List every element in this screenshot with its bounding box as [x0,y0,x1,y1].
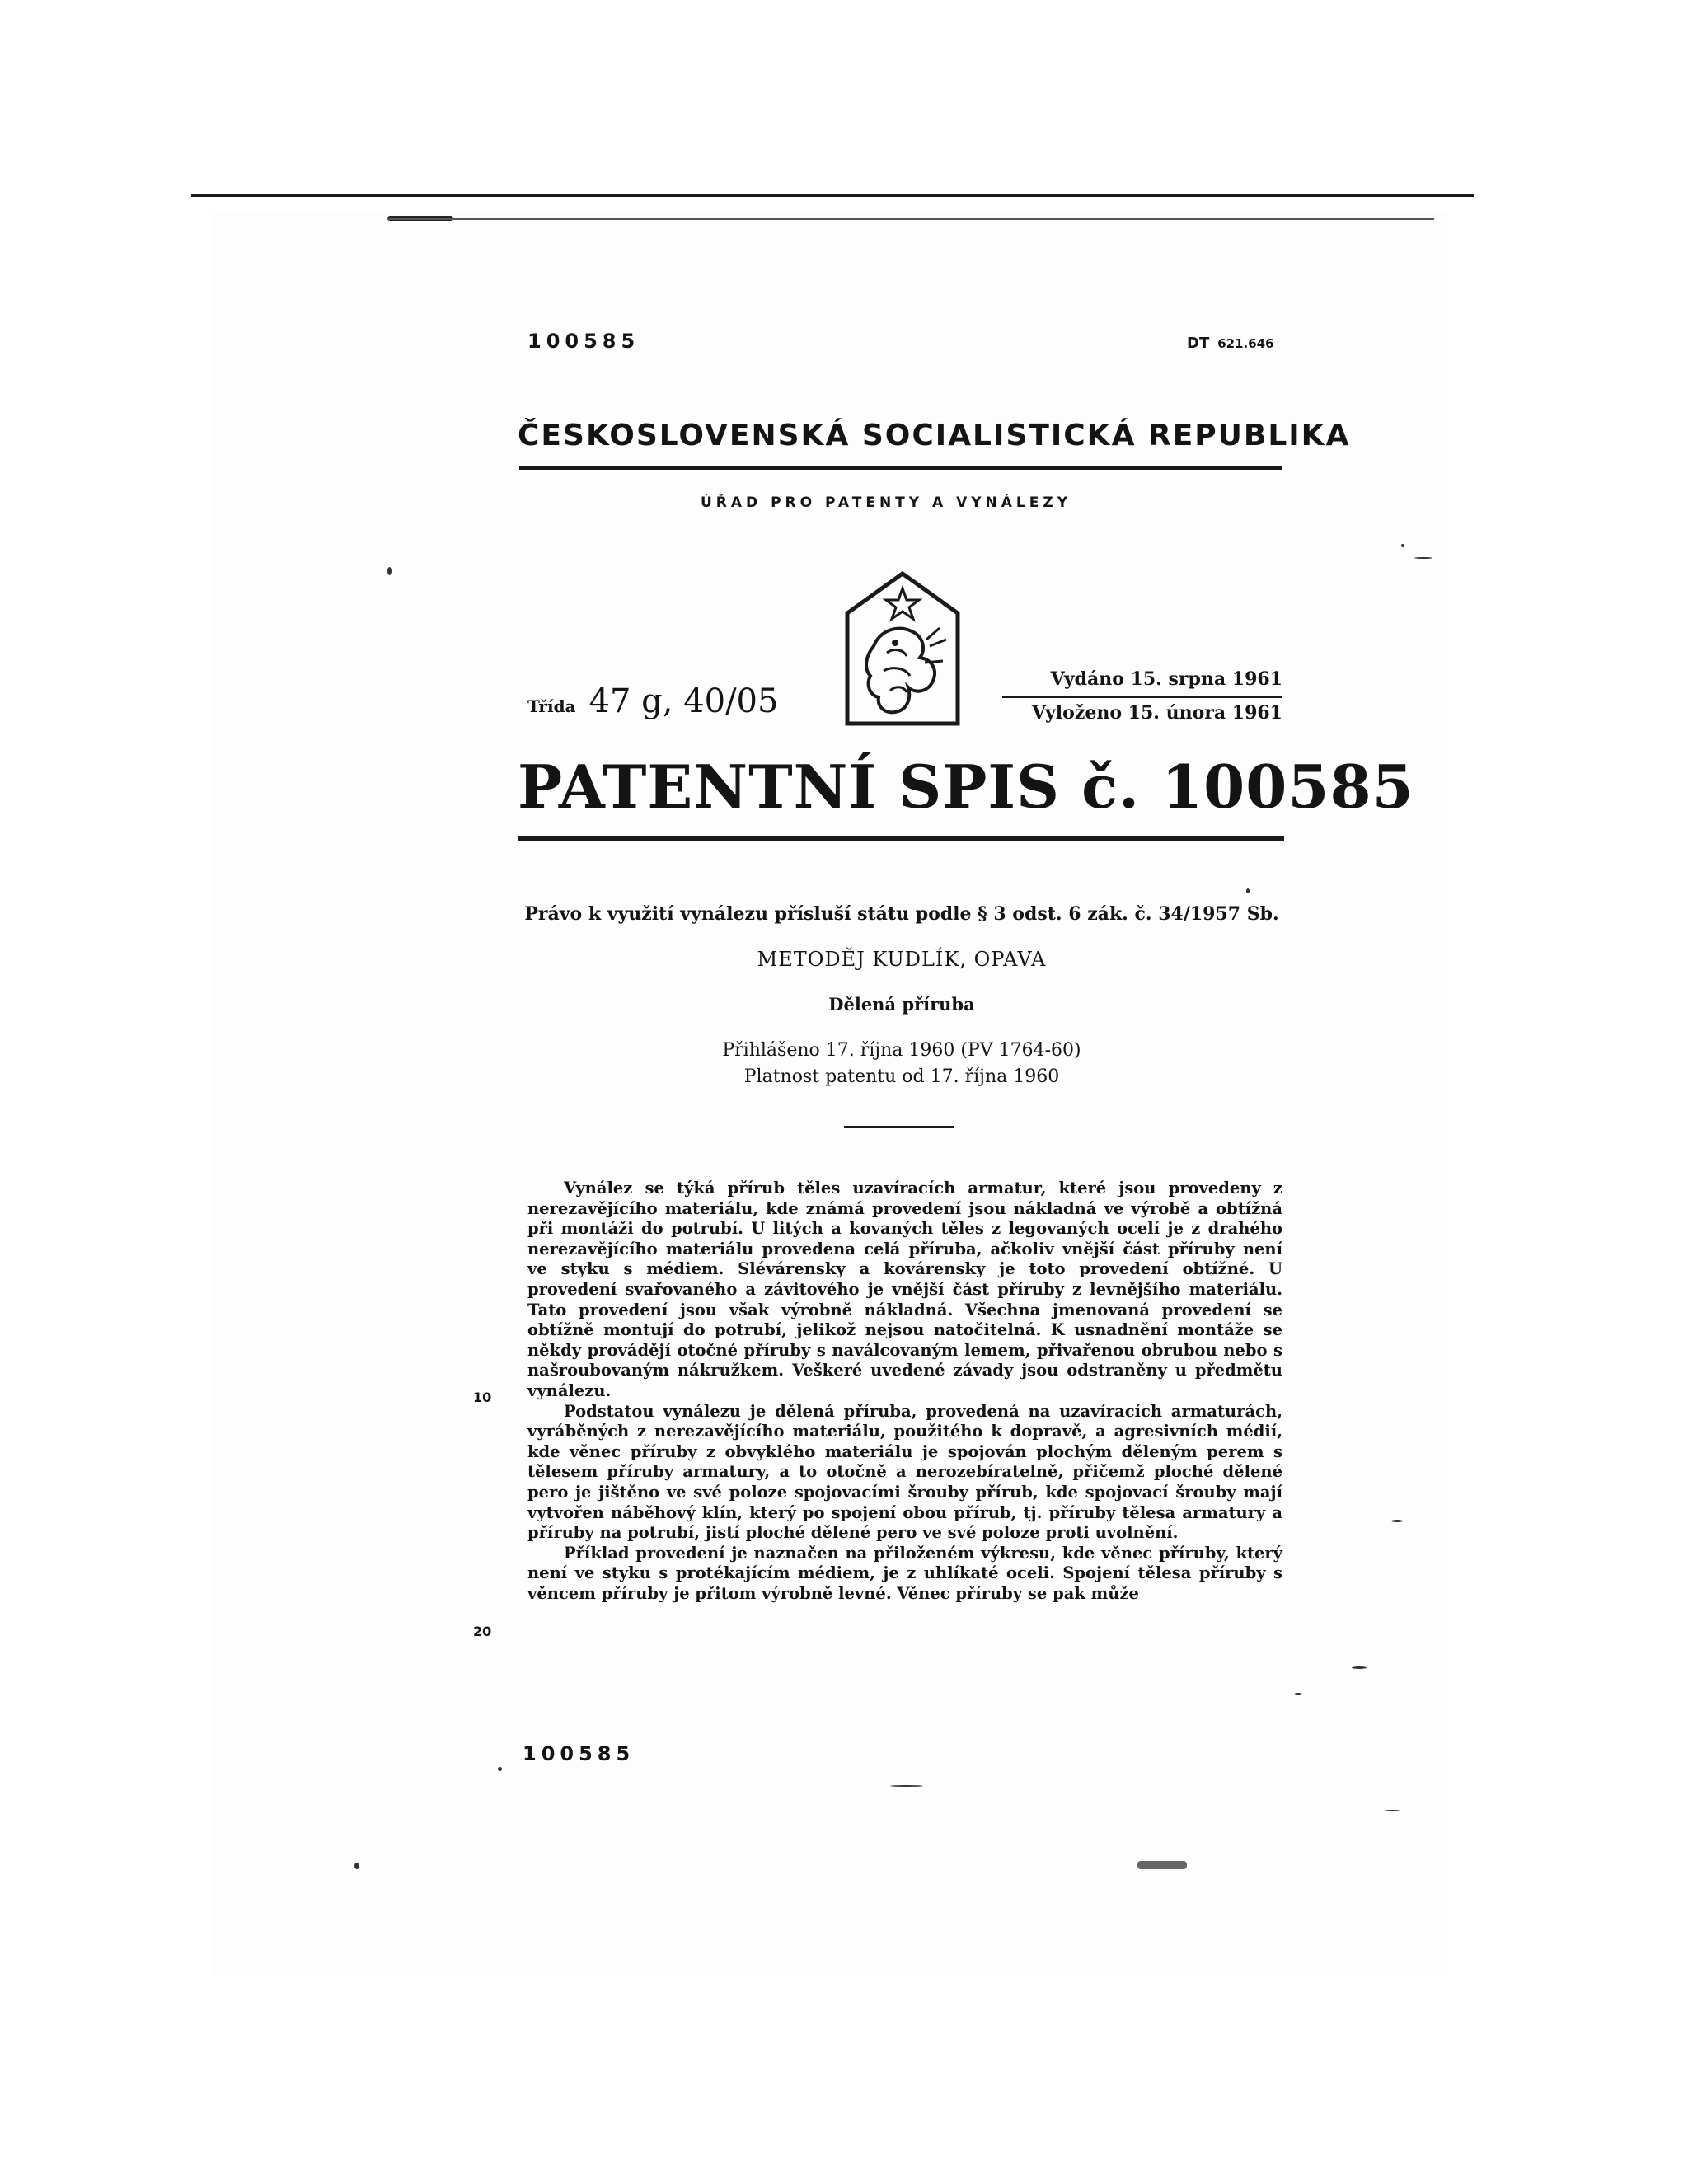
dt-value: 621.646 [1217,336,1274,351]
scan-speck [498,1767,502,1771]
dt-label: DT [1187,335,1210,352]
separator-rule [844,1126,954,1128]
scan-speck [1352,1666,1367,1669]
document-number-top: 100585 [528,330,640,353]
line-number-20: 20 [473,1624,492,1639]
classification-value: 47 g, 40/05 [588,682,779,720]
inventor: METODĚJ KUDLÍK, OPAVA [757,948,1047,971]
scan-speck [354,1863,359,1869]
body-paragraph: Podstatou vynálezu je dělená příruba, provedená na uzavíracích armaturách, vyráběných z nerezavějícího materiálu, použitého k dopravě, a agresivních médií, kde věnec příruby z obvyklého materiálu je spojován plochým děleným perem s tělesem příruby armatury, a to otočně a nerozebíratelně, přičemž ploché dělené pero je jištěno ve své poloze spojovacími šrouby přírub, kde spojovací šrouby mají vytvořen náběhový klín, který po spojení obou přírub, tj. příruby tělesa armatury a příruby na potrubí, jistí ploché dělené pero ve své poloze proti uvolnění. [528,1401,1282,1543]
scan-speck [1385,1810,1400,1811]
office-name: ÚŘAD PRO PATENTY A VYNÁLEZY [701,494,1072,511]
rights-statement: Právo k využití vynálezu přísluší státu podle § 3 odst. 6 zák. č. 34/1957 Sb. [524,903,1279,925]
body-paragraph: Vynález se týká přírub těles uzavíracích armatur, které jsou provedeny z nerezavějícího materiálu, kde známá provedení jsou nákladná ve výrobě a obtížná při montáži do potrubí. U litých a kovaných těles z legovaných ocelí je z drahého nerezavějícího materiálu provedena celá příruba, ačkoliv vnější část příruby není ve styku s médiem. Slévárensky a kovárensky je toto provedení obtížné. U provedení svařovaného a závitového je vnější část příruby z levnějšího materiálu. Tato provedení jsou však výrobně nákladná. Všechna jmenovaná provedení se obtížně montují do potrubí, jelikož nejsou natočitelná. K usnadnění montáže se někdy provádějí otočné příruby s naválcovaným lemem, přivařenou obrubou nebo s našroubovaným nákružkem. Veškeré uvedené závady jsou odstraněny u předmětu vynálezu. [528,1179,1282,1400]
dt-classification [1187,335,1274,352]
scan-speck [1401,544,1404,547]
scan-edge-line [387,218,1434,220]
scan-speck [1246,888,1250,893]
scan-speck [1391,1520,1403,1522]
scan-speck [1294,1693,1302,1695]
state-rule [519,466,1282,470]
patent-body [528,1179,1282,1604]
scanned-page [213,211,1447,1975]
invention-subject: Dělená příruba [828,994,975,1015]
filing-info: Přihlášeno 17. října 1960 (PV 1764-60) [722,1040,1081,1061]
body-paragraph: Příklad provedení je naznačen na přiloženém výkresu, kde věnec příruby, který není ve styku s protékajícím médiem, je z uhlíkaté oceli. Spojení tělesa příruby s věncem příruby je přitom výrobně levné. Věnec příruby se pak může [528,1543,1282,1603]
classification [528,682,778,720]
scan-speck [1137,1861,1187,1869]
state-name: ČESKOSLOVENSKÁ SOCIALISTICKÁ REPUBLIKA [518,419,1351,452]
state-emblem [841,570,964,729]
title-rule [518,836,1284,841]
scan-speck [1414,557,1432,559]
scan-speck [387,567,392,575]
published-date: Vyloženo 15. února 1961 [1031,702,1282,724]
issued-date: Vydáno 15. srpna 1961 [1050,668,1282,690]
publication-dates [1002,664,1282,728]
validity-info: Platnost patentu od 17. října 1960 [743,1066,1060,1087]
scan-speck [890,1785,923,1787]
document-number-bottom: 100585 [523,1742,635,1765]
patent-title: PATENTNÍ SPIS č. 100585 [518,752,1414,822]
classification-label: Třída [528,696,576,716]
line-number-10: 10 [473,1390,492,1405]
top-rule [191,194,1474,197]
